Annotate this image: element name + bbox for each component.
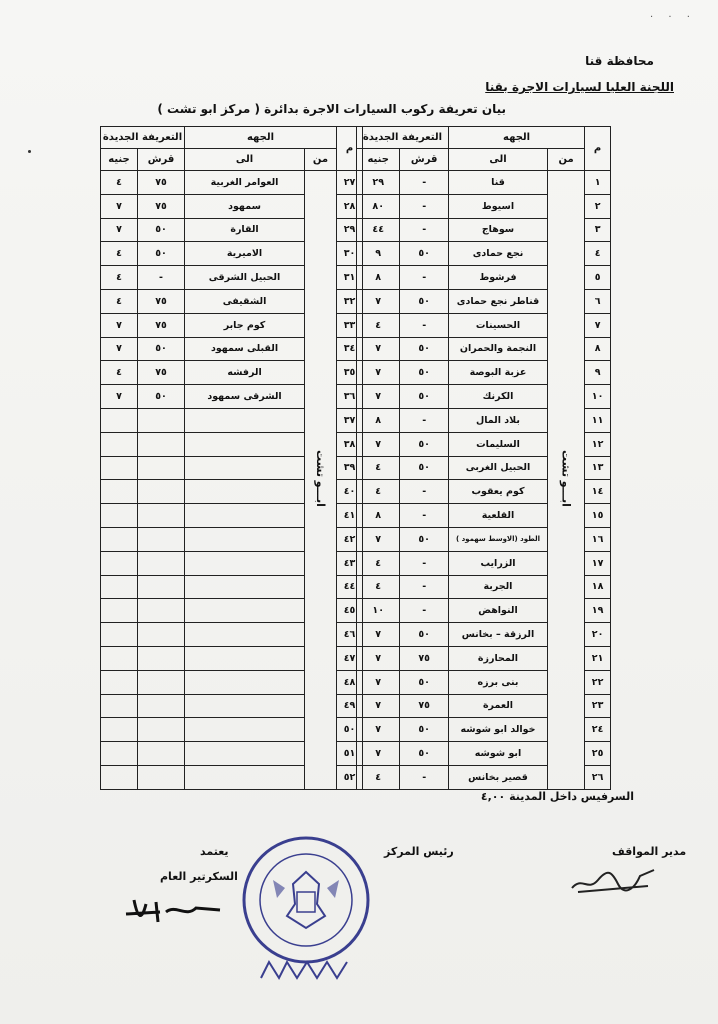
destination: القلعية	[448, 504, 547, 528]
row-number: ٣٢	[337, 289, 363, 313]
row-number: ٤٥	[337, 599, 363, 623]
destination: قناطر نجع حمادى	[448, 289, 547, 313]
table-row	[357, 171, 611, 195]
fare-piaster: -	[400, 266, 449, 290]
fare-pound: ٤	[101, 171, 138, 195]
fare-pound: ٤٤	[357, 218, 400, 242]
fare-pound: ٢٩	[357, 171, 400, 195]
fare-piaster: -	[400, 408, 449, 432]
destination: بنى برزه	[448, 670, 547, 694]
destination: فرشوط	[448, 266, 547, 290]
destination: سوهاج	[448, 218, 547, 242]
fare-pound: ٧	[357, 742, 400, 766]
row-number: ٢٨	[337, 194, 363, 218]
fare-piaster: ٥٠	[400, 385, 449, 409]
document-subtitle: بيان تعريفة ركوب السيارات الاجرة بدائرة ( مركز ابو تشت )	[157, 102, 506, 116]
fare-piaster: ٥٠	[400, 718, 449, 742]
destination	[185, 670, 305, 694]
fare-pound: ٤	[101, 266, 138, 290]
row-number: ٤١	[337, 504, 363, 528]
col-num-header: م	[337, 127, 363, 171]
fare-pound: ٨	[357, 408, 400, 432]
destination: الجربة	[448, 575, 547, 599]
fare-pound	[101, 694, 138, 718]
destination	[185, 456, 305, 480]
destination	[185, 527, 305, 551]
signature-label-center-head: رئيس المركز	[384, 845, 454, 858]
row-number: ٣٨	[337, 432, 363, 456]
destination: قصير بخانس	[448, 765, 547, 789]
row-number: ١٨	[585, 575, 611, 599]
fare-piaster: -	[138, 266, 185, 290]
fare-piaster: ٥٠	[400, 527, 449, 551]
fare-piaster	[138, 670, 185, 694]
fare-pound	[101, 575, 138, 599]
destination	[185, 504, 305, 528]
row-number: ٢٦	[585, 765, 611, 789]
row-number: ١	[585, 171, 611, 195]
destination: الاميرية	[185, 242, 305, 266]
destination: عزبة البوصة	[448, 361, 547, 385]
col-direction-header: الجهه	[185, 127, 337, 149]
destination	[185, 599, 305, 623]
row-number: ٣٩	[337, 456, 363, 480]
table-row	[101, 171, 363, 195]
destination	[185, 480, 305, 504]
fare-piaster: ٥٠	[400, 361, 449, 385]
fare-piaster: -	[400, 575, 449, 599]
fare-piaster: -	[400, 599, 449, 623]
fare-pound: ٧	[101, 385, 138, 409]
destination: الرفشه	[185, 361, 305, 385]
fare-piaster	[138, 599, 185, 623]
destination	[185, 623, 305, 647]
row-number: ١٧	[585, 551, 611, 575]
fare-pound: ٤	[357, 765, 400, 789]
destination: النجمة والحمران	[448, 337, 547, 361]
destination: الكرنك	[448, 385, 547, 409]
fare-piaster: ٧٥	[138, 361, 185, 385]
fare-pound: ٧	[357, 289, 400, 313]
row-number: ٨	[585, 337, 611, 361]
fare-pound: ٧	[357, 718, 400, 742]
fare-piaster: -	[400, 551, 449, 575]
fare-piaster: -	[400, 218, 449, 242]
row-number: ٤٤	[337, 575, 363, 599]
destination: العمرة	[448, 694, 547, 718]
col-new-fare-header: التعريفة الجديدة	[101, 127, 185, 149]
fare-piaster	[138, 718, 185, 742]
row-number: ١٣	[585, 456, 611, 480]
row-number: ٣٦	[337, 385, 363, 409]
fare-pound: ٩	[357, 242, 400, 266]
destination: قنا	[448, 171, 547, 195]
destination: كوم يعقوب	[448, 480, 547, 504]
fare-piaster: ٧٥	[138, 194, 185, 218]
row-number: ٤٨	[337, 670, 363, 694]
fare-piaster	[138, 432, 185, 456]
fare-pound: ٨	[357, 504, 400, 528]
fare-piaster: ٥٠	[400, 670, 449, 694]
col-pound-header: جنيه	[101, 149, 138, 171]
row-number: ٣٥	[337, 361, 363, 385]
destination: الطود (الاوسط سهمود )	[448, 527, 547, 551]
row-number: ٩	[585, 361, 611, 385]
fare-piaster	[138, 575, 185, 599]
row-number: ١٢	[585, 432, 611, 456]
fare-piaster: ٧٥	[138, 171, 185, 195]
origin-label: ابـــو تشت	[559, 449, 573, 507]
destination: المحارزة	[448, 646, 547, 670]
destination: النواهض	[448, 599, 547, 623]
manager-signature	[568, 862, 658, 898]
fare-pound	[101, 765, 138, 789]
fare-piaster: ٥٠	[400, 432, 449, 456]
destination: الشرقى سمهود	[185, 385, 305, 409]
row-number: ٢٣	[585, 694, 611, 718]
fare-pound: ٧	[357, 385, 400, 409]
destination: القبلى سمهود	[185, 337, 305, 361]
signature-label-secretary: السكرتير العام	[160, 870, 238, 883]
row-number: ١٤	[585, 480, 611, 504]
row-number: ٣٠	[337, 242, 363, 266]
fare-pound: ٤	[357, 480, 400, 504]
governorate-title: محافظة قنا	[585, 54, 654, 68]
row-number: ١٩	[585, 599, 611, 623]
fare-pound: ٧	[101, 313, 138, 337]
fare-pound: ٤	[357, 313, 400, 337]
fare-pound: ٧	[357, 646, 400, 670]
committee-title: اللجنة العليا لسيارات الاجرة بقنا	[485, 80, 674, 94]
fare-pound	[101, 480, 138, 504]
origin-cell	[548, 171, 585, 790]
destination: سمهود	[185, 194, 305, 218]
destination: الحبيل الشرقى	[185, 266, 305, 290]
fare-piaster	[138, 408, 185, 432]
destination: القارة	[185, 218, 305, 242]
row-number: ٢٧	[337, 171, 363, 195]
fare-pound	[101, 527, 138, 551]
row-number: ٦	[585, 289, 611, 313]
fare-pound: ٤	[357, 575, 400, 599]
fare-piaster: ٧٥	[138, 289, 185, 313]
fare-pound	[101, 432, 138, 456]
fare-pound	[101, 504, 138, 528]
row-number: ٤٣	[337, 551, 363, 575]
fare-piaster: ٧٥	[400, 646, 449, 670]
fare-piaster: ٧٥	[400, 694, 449, 718]
fare-piaster: -	[400, 504, 449, 528]
fare-pound: ٤	[101, 242, 138, 266]
row-number: ٢	[585, 194, 611, 218]
fare-pound: ٧	[357, 361, 400, 385]
fare-pound	[101, 408, 138, 432]
row-number: ٢٤	[585, 718, 611, 742]
fare-pound: ٧	[101, 218, 138, 242]
fare-piaster: ٥٠	[138, 218, 185, 242]
scan-specks: · · ·	[650, 12, 696, 23]
destination: الزرايب	[448, 551, 547, 575]
destination: ابو شوشه	[448, 742, 547, 766]
fare-piaster: ٥٠	[138, 385, 185, 409]
row-number: ٢٥	[585, 742, 611, 766]
fare-pound: ٧	[357, 337, 400, 361]
fare-pound: ١٠	[357, 599, 400, 623]
row-number: ٣١	[337, 266, 363, 290]
col-from-header: من	[548, 149, 585, 171]
col-num-header: م	[585, 127, 611, 171]
fare-piaster: ٥٠	[400, 242, 449, 266]
fare-piaster: ٥٠	[400, 456, 449, 480]
row-number: ٥	[585, 266, 611, 290]
destination: بلاد المال	[448, 408, 547, 432]
row-number: ١٥	[585, 504, 611, 528]
destination	[185, 694, 305, 718]
destination	[185, 408, 305, 432]
fare-pound: ٤	[357, 456, 400, 480]
fare-table-right	[356, 126, 611, 790]
origin-cell	[305, 171, 337, 790]
fare-pound: ٧	[357, 694, 400, 718]
fare-piaster	[138, 646, 185, 670]
row-number: ٢٩	[337, 218, 363, 242]
fare-pound	[101, 551, 138, 575]
fare-pound: ٧	[101, 337, 138, 361]
destination	[185, 432, 305, 456]
fare-pound	[101, 742, 138, 766]
row-number: ٧	[585, 313, 611, 337]
destination: الحبيل الغربى	[448, 456, 547, 480]
signature-label-adopted: يعتمد	[200, 845, 229, 858]
fare-pound	[101, 599, 138, 623]
fare-piaster: ٥٠	[400, 289, 449, 313]
row-number: ٢١	[585, 646, 611, 670]
fare-piaster: ٥٠	[400, 337, 449, 361]
fare-piaster	[138, 527, 185, 551]
fare-piaster	[138, 480, 185, 504]
row-number: ١٠	[585, 385, 611, 409]
destination: السليمات	[448, 432, 547, 456]
row-number: ٥١	[337, 742, 363, 766]
origin-label: ابـــو تشت	[314, 449, 328, 507]
destination	[185, 646, 305, 670]
destination: كوم جابر	[185, 313, 305, 337]
row-number: ٣	[585, 218, 611, 242]
col-from-header: من	[305, 149, 337, 171]
row-number: ٥٠	[337, 718, 363, 742]
destination	[185, 575, 305, 599]
fare-piaster: ٥٠	[400, 623, 449, 647]
destination: الرزقة – بخانس	[448, 623, 547, 647]
fare-piaster: -	[400, 480, 449, 504]
fare-piaster: ٥٠	[400, 742, 449, 766]
row-number: ١٦	[585, 527, 611, 551]
destination: اسيوط	[448, 194, 547, 218]
row-number: ٤	[585, 242, 611, 266]
row-number: ٢٠	[585, 623, 611, 647]
destination	[185, 551, 305, 575]
fare-pound	[101, 670, 138, 694]
row-number: ٢٢	[585, 670, 611, 694]
destination: نجع حمادى	[448, 242, 547, 266]
col-new-fare-header: التعريفة الجديدة	[357, 127, 449, 149]
fare-pound	[101, 718, 138, 742]
col-pound-header: جنيه	[357, 149, 400, 171]
fare-pound	[101, 456, 138, 480]
fare-piaster	[138, 623, 185, 647]
fare-pound: ٧	[357, 670, 400, 694]
governorate-seal	[237, 828, 375, 988]
signature-label-manager: مدير المواقف	[612, 845, 687, 858]
row-number: ٤٩	[337, 694, 363, 718]
fare-pound: ٤	[101, 361, 138, 385]
fare-pound: ٧	[101, 194, 138, 218]
row-number: ٤٠	[337, 480, 363, 504]
fare-piaster: -	[400, 313, 449, 337]
scan-speck	[28, 150, 31, 153]
fare-pound: ٧	[357, 432, 400, 456]
fare-piaster: ٧٥	[138, 313, 185, 337]
fare-pound: ٤	[101, 289, 138, 313]
fare-piaster: -	[400, 765, 449, 789]
destination: العوامر الغربية	[185, 171, 305, 195]
fare-piaster: -	[400, 194, 449, 218]
fare-pound	[101, 623, 138, 647]
fare-table-left	[100, 126, 363, 790]
col-to-header: الى	[448, 149, 547, 171]
col-to-header: الى	[185, 149, 305, 171]
fare-piaster	[138, 694, 185, 718]
col-piaster-header: قرش	[138, 149, 185, 171]
fare-piaster	[138, 742, 185, 766]
row-number: ٥٢	[337, 765, 363, 789]
row-number: ٤٧	[337, 646, 363, 670]
row-number: ١١	[585, 408, 611, 432]
row-number: ٣٧	[337, 408, 363, 432]
fare-piaster	[138, 765, 185, 789]
row-number: ٣٤	[337, 337, 363, 361]
fare-piaster	[138, 456, 185, 480]
row-number: ٤٢	[337, 527, 363, 551]
destination: الشقيفى	[185, 289, 305, 313]
secretary-signature	[120, 892, 230, 932]
fare-piaster	[138, 504, 185, 528]
fare-piaster: -	[400, 171, 449, 195]
service-fare-note: السرفيس داخل المدينة ٤,٠٠	[480, 790, 634, 803]
destination: خوالد ابو شوشه	[448, 718, 547, 742]
destination	[185, 718, 305, 742]
fare-piaster	[138, 551, 185, 575]
fare-pound: ٧	[357, 623, 400, 647]
destination	[185, 742, 305, 766]
col-piaster-header: قرش	[400, 149, 449, 171]
destination: الحسينات	[448, 313, 547, 337]
destination	[185, 765, 305, 789]
row-number: ٤٦	[337, 623, 363, 647]
fare-piaster: ٥٠	[138, 337, 185, 361]
row-number: ٣٣	[337, 313, 363, 337]
fare-pound: ٨٠	[357, 194, 400, 218]
fare-pound: ٨	[357, 266, 400, 290]
fare-piaster: ٥٠	[138, 242, 185, 266]
col-direction-header: الجهه	[448, 127, 584, 149]
fare-pound	[101, 646, 138, 670]
fare-pound: ٧	[357, 527, 400, 551]
fare-pound: ٤	[357, 551, 400, 575]
